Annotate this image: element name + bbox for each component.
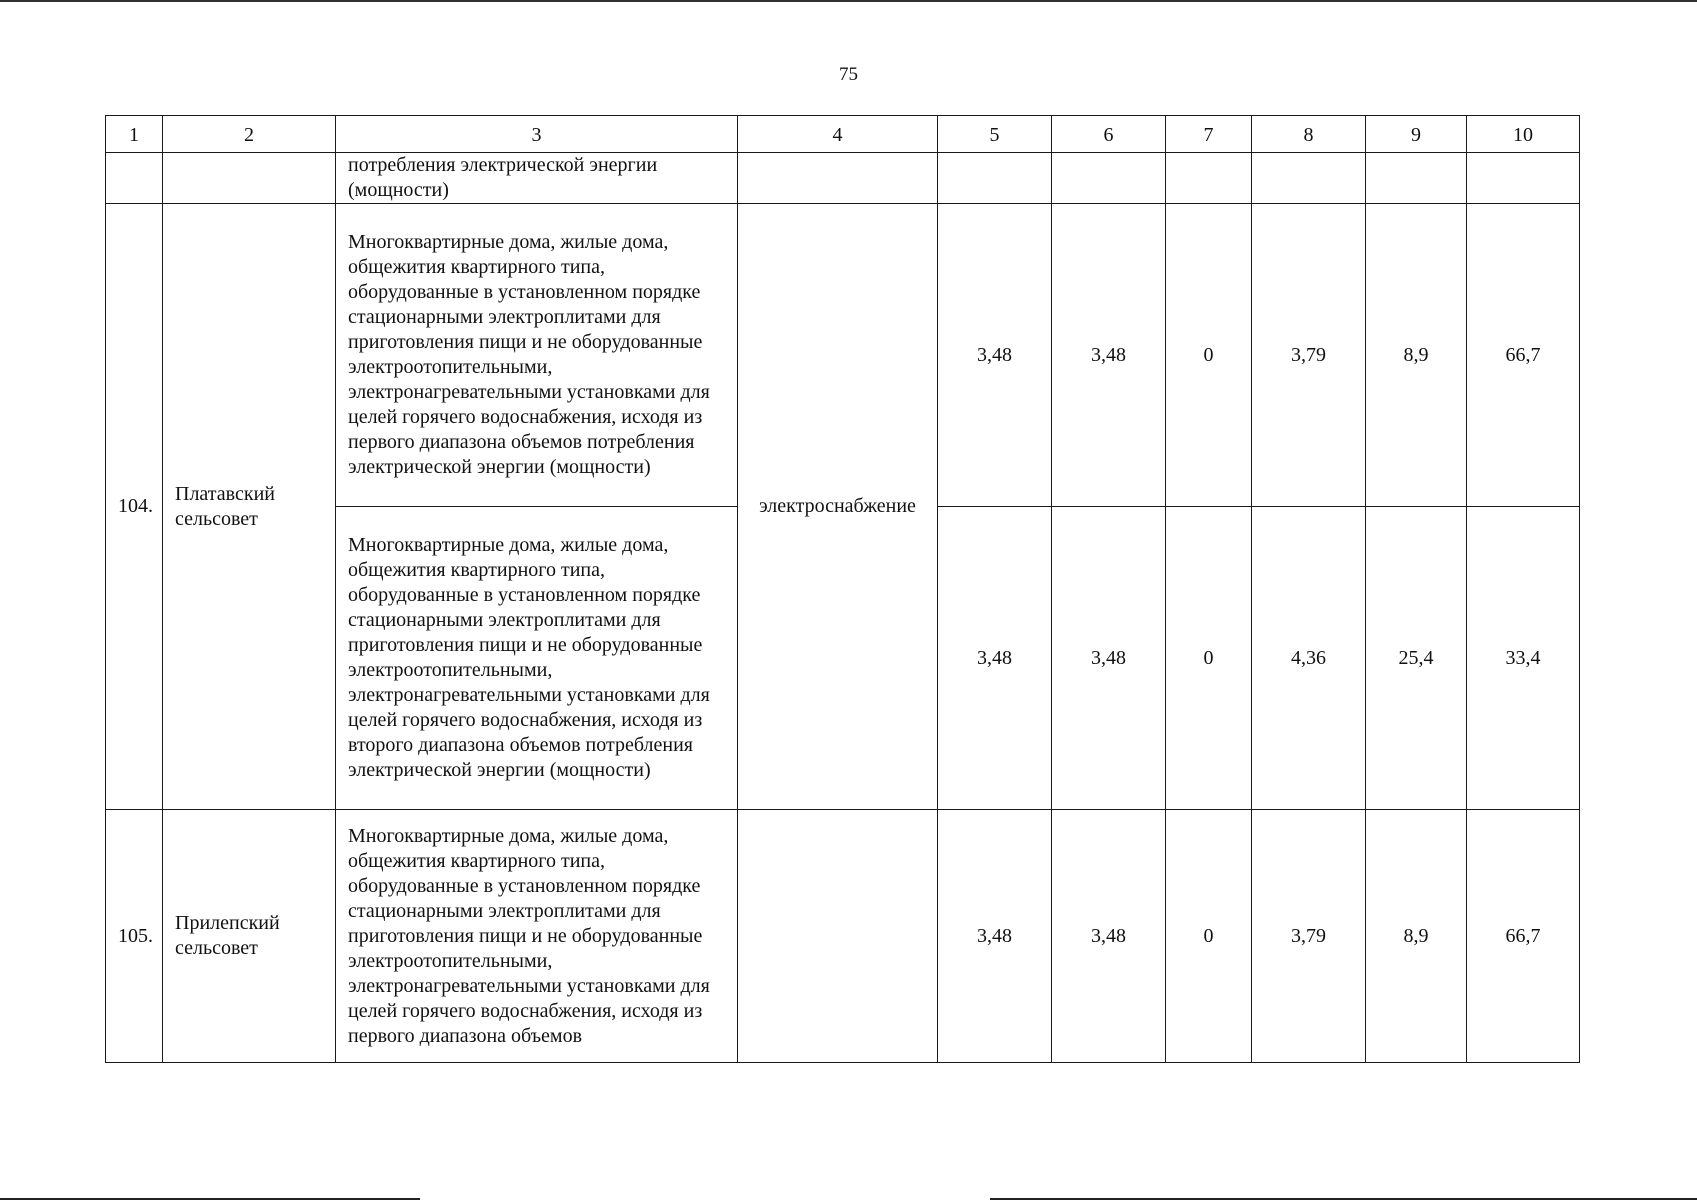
column-header: 9 bbox=[1366, 116, 1467, 153]
page-number: 75 bbox=[839, 64, 858, 85]
value-cell: 3,48 bbox=[1052, 810, 1166, 1063]
column-header: 4 bbox=[738, 116, 938, 153]
settlement-name: Прилепский сельсовет bbox=[163, 810, 336, 1063]
value-cell: 0 bbox=[1166, 204, 1252, 507]
column-header: 5 bbox=[938, 116, 1052, 153]
table-row bbox=[106, 810, 1580, 1063]
value-cell: 66,7 bbox=[1467, 204, 1580, 507]
column-header: 10 bbox=[1467, 116, 1580, 153]
category-description: Многоквартирные дома, жилые дома, общежития квартирного типа, оборудованные в установленном порядке стационарными электроплитами для приготовления пищи и не оборудованные электроотопительными, электронагревательными установками для целей горячего водоснабжения, исходя из второго диапазона объемов потребления электрической энергии (мощности) bbox=[336, 507, 738, 810]
column-header: 7 bbox=[1166, 116, 1252, 153]
value-cell: 3,79 bbox=[1252, 204, 1366, 507]
continuation-row bbox=[106, 153, 1580, 204]
category-description: Многоквартирные дома, жилые дома, общежития квартирного типа, оборудованные в установленном порядке стационарными электроплитами для приготовления пищи и не оборудованные электроотопительными, электронагревательными установками для целей горячего водоснабжения, исходя из первого диапазона объемов потребления электрической энергии (мощности) bbox=[336, 204, 738, 507]
empty-cell bbox=[738, 810, 938, 1063]
value-cell: 66,7 bbox=[1467, 810, 1580, 1063]
value-cell: 3,48 bbox=[938, 204, 1052, 507]
value-cell: 8,9 bbox=[1366, 810, 1467, 1063]
row-index: 104. bbox=[106, 204, 163, 810]
value-cell: 3,48 bbox=[1052, 507, 1166, 810]
empty-cell bbox=[1166, 153, 1252, 204]
value-cell: 3,48 bbox=[938, 810, 1052, 1063]
column-header: 3 bbox=[336, 116, 738, 153]
value-cell: 4,36 bbox=[1252, 507, 1366, 810]
value-cell: 33,4 bbox=[1467, 507, 1580, 810]
empty-cell bbox=[1252, 153, 1366, 204]
tariff-table bbox=[105, 115, 1580, 1063]
empty-cell bbox=[738, 153, 938, 204]
empty-cell bbox=[938, 153, 1052, 204]
empty-cell bbox=[1366, 153, 1467, 204]
value-cell: 3,48 bbox=[938, 507, 1052, 810]
value-cell: 25,4 bbox=[1366, 507, 1467, 810]
table-row bbox=[106, 204, 1580, 507]
value-cell: 8,9 bbox=[1366, 204, 1467, 507]
scan-top-edge bbox=[0, 0, 1697, 2]
column-header: 1 bbox=[106, 116, 163, 153]
category-description: потребления электрической энергии (мощности) bbox=[336, 153, 738, 204]
empty-cell bbox=[1052, 153, 1166, 204]
row-index: 105. bbox=[106, 810, 163, 1063]
value-cell: 3,79 bbox=[1252, 810, 1366, 1063]
column-header: 2 bbox=[163, 116, 336, 153]
value-cell: 3,48 bbox=[1052, 204, 1166, 507]
category-description: Многоквартирные дома, жилые дома, общежития квартирного типа, оборудованные в установленном порядке стационарными электроплитами для приготовления пищи и не оборудованные электроотопительными, электронагревательными установками для целей горячего водоснабжения, исходя из первого диапазона объемов bbox=[336, 810, 738, 1063]
empty-cell bbox=[163, 153, 336, 204]
settlement-name: Платавский сельсовет bbox=[163, 204, 336, 810]
column-header: 6 bbox=[1052, 116, 1166, 153]
column-number-row bbox=[106, 116, 1580, 153]
empty-cell bbox=[1467, 153, 1580, 204]
empty-cell bbox=[106, 153, 163, 204]
value-cell: 0 bbox=[1166, 810, 1252, 1063]
value-cell: 0 bbox=[1166, 507, 1252, 810]
service-type: электроснабжение bbox=[738, 204, 938, 810]
column-header: 8 bbox=[1252, 116, 1366, 153]
